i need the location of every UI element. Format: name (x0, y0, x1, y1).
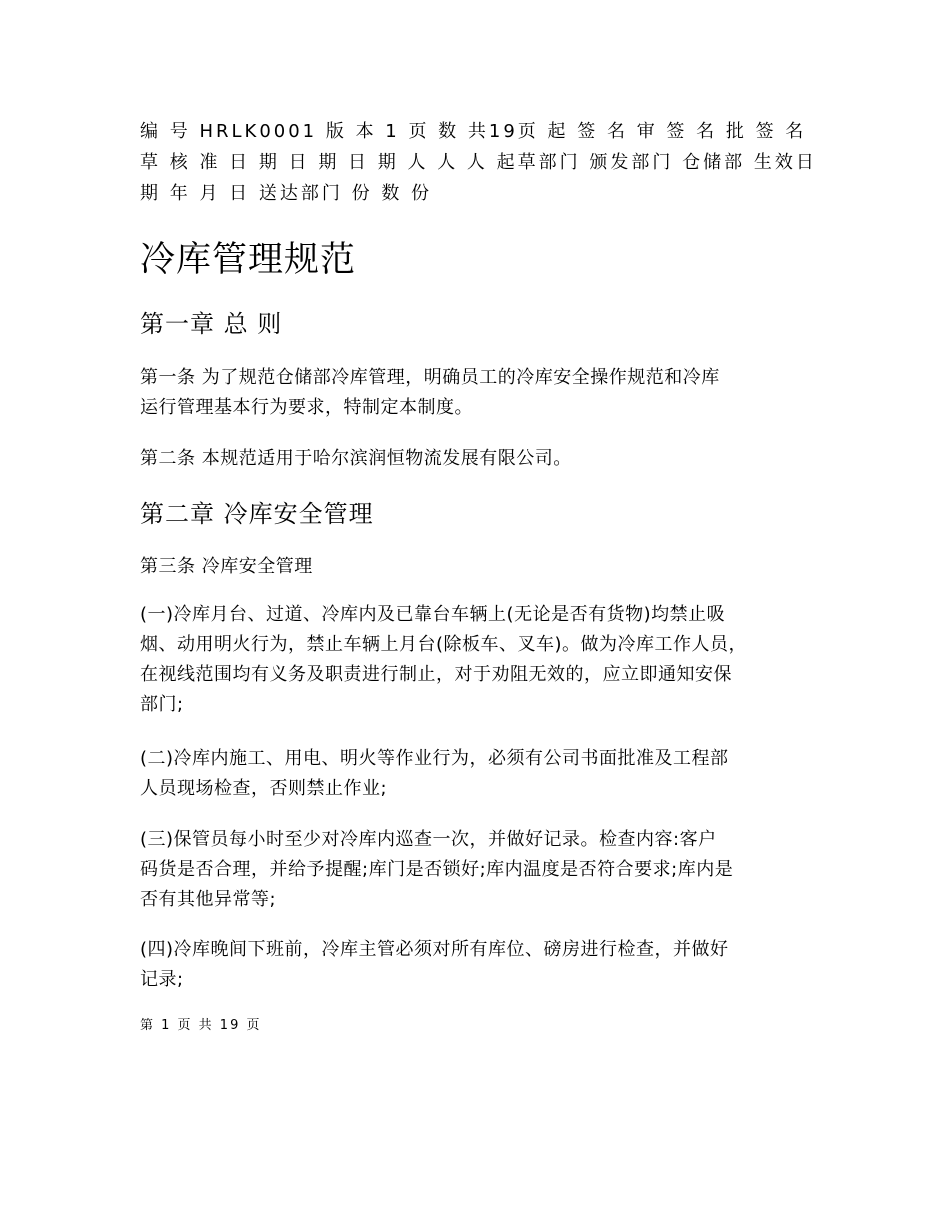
article-1 (140, 363, 830, 423)
header-line-1: 编 号 HRLK0001 版 本 1 页 数 共19页 起 签 名 审 签 名 批 签 名 (140, 121, 807, 142)
article-3 (140, 552, 830, 582)
article-1-line-1: 第一条 为了规范仓储部冷库管理，明确员工的冷库安全操作规范和冷库 (140, 367, 720, 388)
article-1-line-2: 运行管理基本行为要求，特制定本制度。 (140, 397, 473, 418)
item-2-line-1: (二)冷库内施工、用电、明火等作业行为，必须有公司书面批准及工程部 (140, 748, 729, 769)
header-line-2: 草 核 准 日 期 日 期 日 期 人 人 人 起草部门 颁发部门 仓储部 生效日 (140, 152, 817, 173)
chapter-2-heading: 第二章 冷库安全管理 (140, 500, 374, 528)
item-1-line-4: 部门; (140, 694, 184, 715)
item-1 (140, 600, 830, 720)
article-3-line-1: 第三条 冷库安全管理 (140, 556, 313, 577)
item-2-line-2: 人员现场检查，否则禁止作业; (140, 778, 388, 799)
document-title: 冷库管理规范 (140, 240, 357, 280)
item-4-line-2: 记录; (140, 969, 184, 990)
item-1-line-3: 在视线范围均有义务及职责进行制止，对于劝阻无效的，应立即通知安保 (140, 664, 732, 685)
item-3 (140, 825, 830, 915)
chapter-1-heading: 第一章 总 则 (140, 310, 283, 338)
article-2-line-1: 第二条 本规范适用于哈尔滨润恒物流发展有限公司。 (140, 448, 572, 469)
header-line-3: 期 年 月 日 送达部门 份 数 份 (140, 183, 433, 204)
item-3-line-3: 否有其他异常等; (140, 889, 277, 910)
item-4-line-1: (四)冷库晚间下班前，冷库主管必须对所有库位、磅房进行检查，并做好 (140, 939, 729, 960)
item-2 (140, 744, 830, 804)
item-1-line-2: 烟、动用明火行为，禁止车辆上月台(除板车、叉车)。做为冷库工作人员， (140, 634, 748, 655)
page-footer: 第 1 页 共 19 页 (140, 1018, 262, 1033)
item-1-line-1: (一)冷库月台、过道、冷库内及已靠台车辆上(无论是否有货物)均禁止吸 (140, 604, 726, 625)
item-3-line-1: (三)保管员每小时至少对冷库内巡查一次，并做好记录。检查内容:客户 (140, 829, 717, 850)
item-4 (140, 935, 830, 995)
item-3-line-2: 码货是否合理，并给予提醒;库门是否锁好;库内温度是否符合要求;库内是 (140, 859, 734, 880)
article-2 (140, 444, 830, 474)
